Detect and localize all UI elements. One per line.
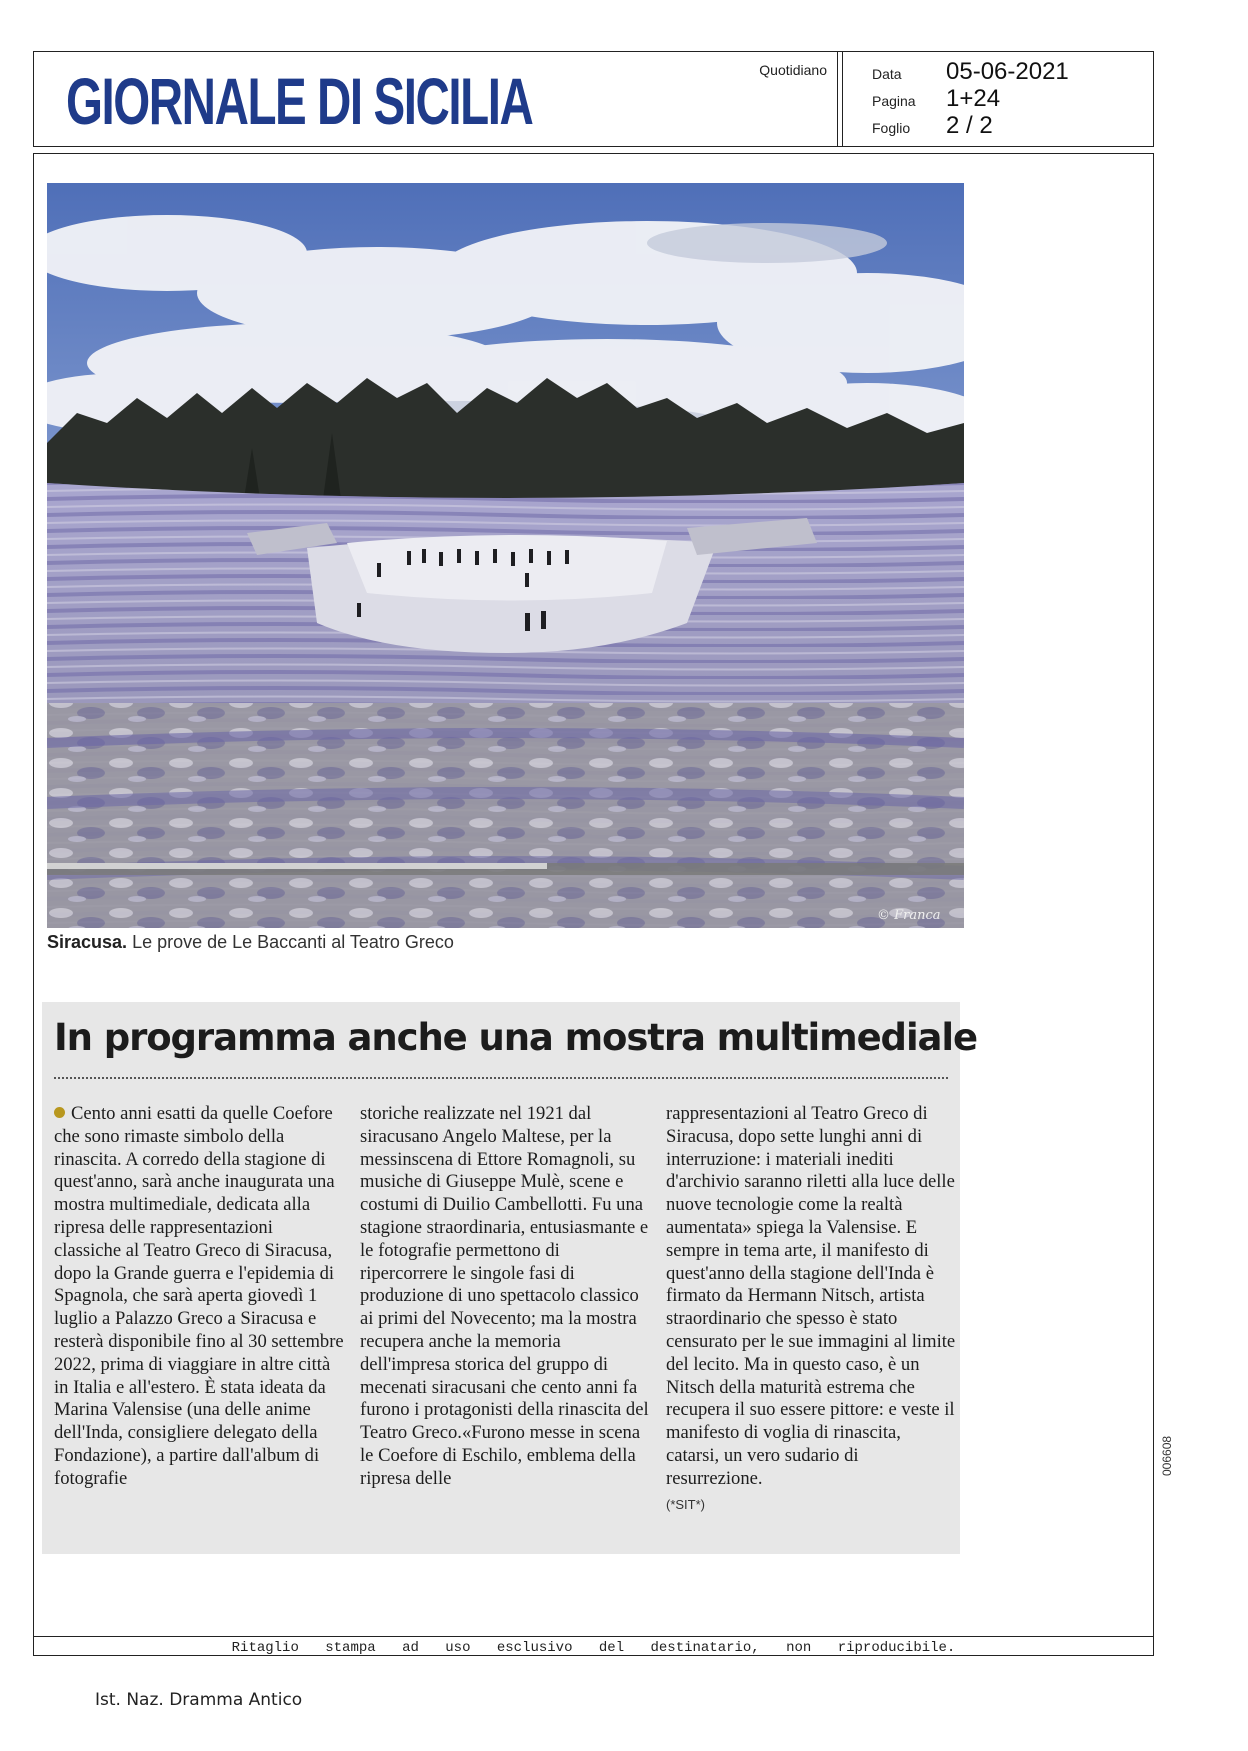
sheet-label: Foglio <box>872 120 911 136</box>
article-column-3 <box>666 1103 956 1516</box>
photo-caption <box>47 932 454 953</box>
archive-code: 006608 <box>1160 1435 1174 1476</box>
page-value: 1+24 <box>946 85 1001 112</box>
date-label: Data <box>872 66 902 82</box>
date-value: 05-06-2021 <box>946 58 1069 85</box>
column-2-text: storiche realizzate nel 1921 dal siracusano Angelo Maltese, per la messinscena di Ettore Romagnoli, su musiche di Giuseppe Mulè, scene e costumi di Duilio Cambellotti. Fu una stagione straordinaria, entusiasmante e le fotografie permettono di ripercorrere le singole fasi di produzione di uno spettacolo classico ai primi del Novecento; ma la mostra recupera anche la memoria dell'impresa storica del gruppo di mecenati siracusani che cento anni fa furono i protagonisti della rinascita del Teatro Greco.«Furono messe in scena le Coefore di Eschilo, emblema della ripresa delle <box>360 1103 649 1489</box>
footer-divider <box>33 1636 1154 1637</box>
publication-type: Quotidiano <box>759 62 827 78</box>
article-column-1 <box>54 1103 344 1491</box>
sheet-value: 2 / 2 <box>946 112 993 139</box>
header-divider <box>842 52 843 146</box>
column-3-text: rappresentazioni al Teatro Greco di Siracusa, dopo sette lunghi anni di interruzione: i materiali inediti d'archivio saranno riletti alla luce delle nuove tecnologie come la realtà aumentata» spiega la Valensise. E sempre in tema arte, il manifesto di quest'anno della stagione dell'Inda è firmato da Hermann Nitsch, artista straordinario che spesso è stato censurato per le sue immagini al limite del lecito. Ma in questo caso, è un Nitsch della maturità estrema che recupera il suo essere pittore: e veste il manifesto di voglia di rinascita, catarsi, un vero sudario di resurrezione. <box>666 1103 956 1489</box>
dotted-rule <box>54 1077 948 1079</box>
photo-credit: © Franca <box>877 908 941 923</box>
masthead-panel <box>34 52 838 146</box>
author-signature: (*SIT*) <box>666 1496 705 1512</box>
column-1-text: Cento anni esatti da quelle Coefore che sono rimaste simbolo della rinascita. A corredo della stagione di quest'anno, sarà anche inaugurata una mostra multimediale, dedicata alla ripresa delle rappresentazioni classiche al Teatro Greco di Siracusa, dopo la Grande guerra e l'epidemia di Spagnola, che sarà aperta giovedì 1 luglio a Palazzo Greco a Siracusa e resterà disponibile fino al 30 settembre 2022, prima di viaggiare in altre città in Italia e all'estero. È stata ideata da Marina Valensise (una delle anime dell'Inda, consigliere delegato della Fondazione), a partire dall'album di fotografie <box>54 1103 344 1489</box>
article-box <box>42 1002 977 1554</box>
theatre-photo <box>47 183 964 928</box>
caption-place: Siracusa. <box>47 932 128 952</box>
source-institution: Ist. Naz. Dramma Antico <box>95 1690 303 1710</box>
copyright-disclaimer: Ritaglio stampa ad uso esclusivo del destinatario, non riproducibile. <box>231 1640 956 1656</box>
newspaper-masthead: GIORNALE DI SICILIA <box>66 64 533 138</box>
page-label: Pagina <box>872 93 916 109</box>
article-headline: In programma anche una mostra multimediale <box>54 1016 977 1059</box>
bullet-dot-icon <box>54 1107 65 1118</box>
document-header <box>33 51 1154 147</box>
caption-text: Le prove de Le Baccanti al Teatro Greco <box>127 932 454 952</box>
article-column-2 <box>360 1103 650 1491</box>
